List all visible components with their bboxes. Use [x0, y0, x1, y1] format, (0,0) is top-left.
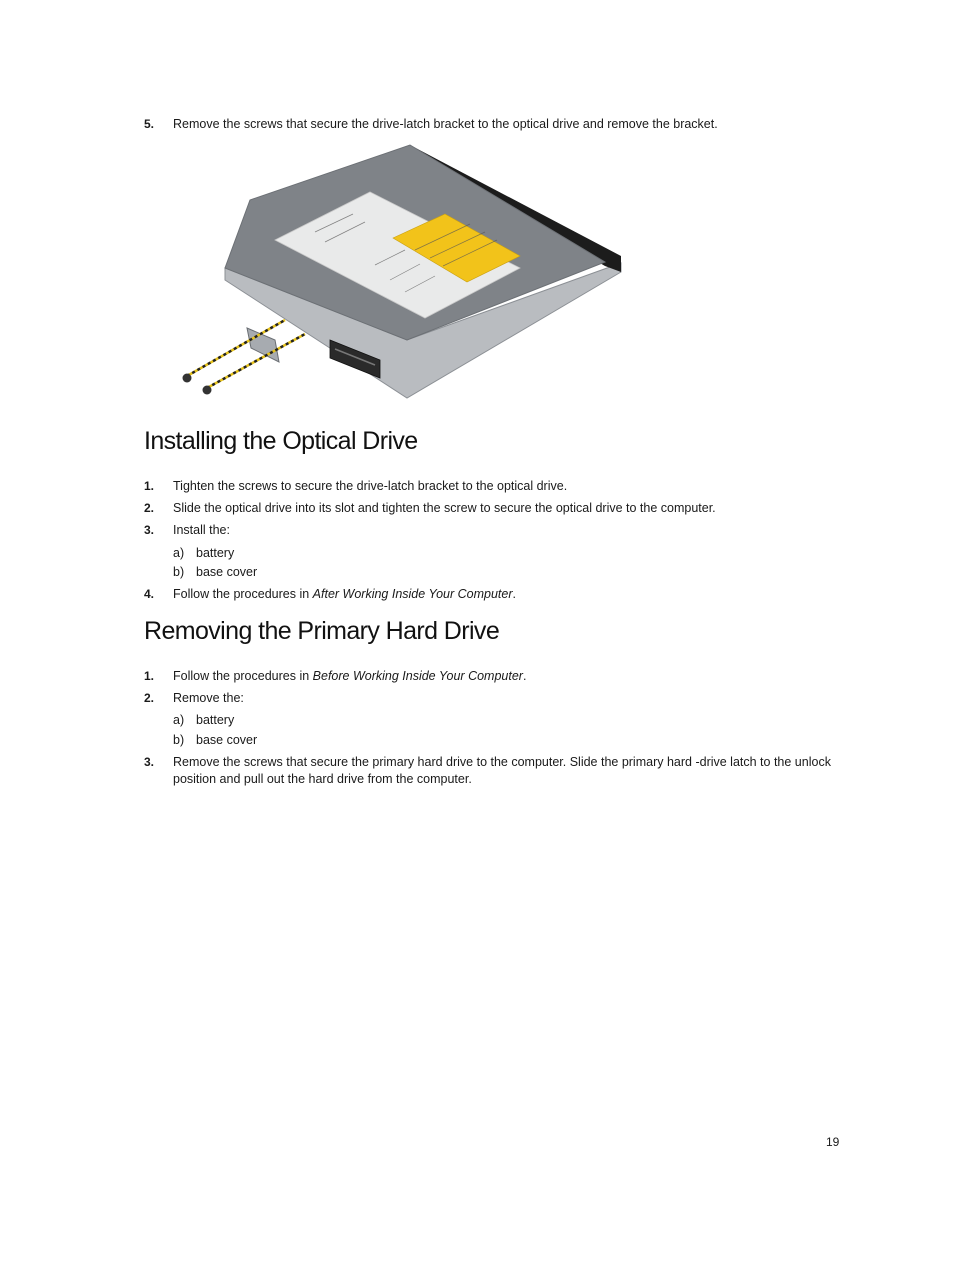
step-text-suffix: . — [522, 669, 527, 683]
sub-step-text: base cover — [196, 733, 258, 747]
sub-step-letter: a) — [173, 713, 185, 727]
step-text: Remove the screws that secure the drive-latch bracket to the optical drive and remove the bracket. — [173, 117, 718, 131]
section-heading: Removing the Primary Hard Drive — [144, 617, 500, 645]
page-number: 19 — [826, 1135, 840, 1149]
step-text: Tighten the screws to secure the drive-latch bracket to the optical drive. — [173, 479, 568, 493]
section-heading: Installing the Optical Drive — [144, 427, 418, 455]
sub-step-text: base cover — [196, 565, 258, 579]
sub-step-text: battery — [196, 713, 235, 727]
step-text-lead: Follow the procedures in — [173, 587, 313, 601]
step-text — [173, 668, 526, 685]
step-number: 1. — [144, 669, 155, 683]
step-number: 3. — [144, 523, 155, 537]
cross-reference-link[interactable]: After Working Inside Your Computer — [312, 587, 513, 601]
step-text-lead: Follow the procedures in — [173, 669, 313, 683]
step-number: 2. — [144, 691, 155, 705]
optical-drive-illustration — [175, 140, 635, 402]
step-text: Remove the screws that secure the primary hard drive to the computer. Slide the primary hard -drive latch to the unlock position and pull out the hard drive from the computer. — [173, 755, 831, 786]
sub-step-text: battery — [196, 546, 235, 560]
step-text — [173, 586, 516, 603]
step-number: 5. — [144, 117, 155, 131]
step-text: Install the: — [173, 523, 230, 537]
step-text: Remove the: — [173, 691, 244, 705]
step-text: Slide the optical drive into its slot and tighten the screw to secure the optical drive to the computer. — [173, 501, 716, 515]
step-number: 1. — [144, 479, 155, 493]
sub-step-letter: b) — [173, 565, 185, 579]
step-number: 2. — [144, 501, 155, 515]
cross-reference-link[interactable]: Before Working Inside Your Computer — [312, 669, 523, 683]
step-text-suffix: . — [512, 587, 517, 601]
step-number: 3. — [144, 755, 155, 769]
sub-step-letter: a) — [173, 546, 185, 560]
step-number: 4. — [144, 587, 155, 601]
sub-step-letter: b) — [173, 733, 185, 747]
